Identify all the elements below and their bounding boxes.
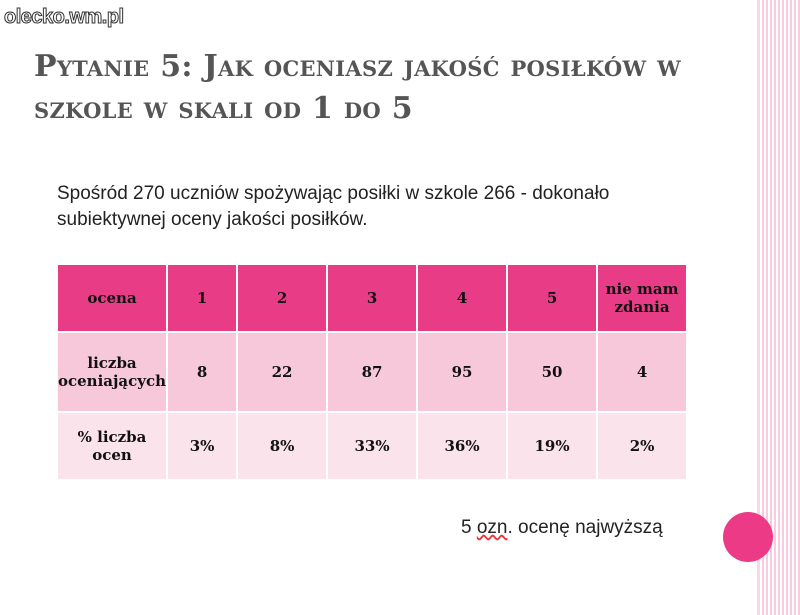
intro-text: Spośród 270 uczniów spożywając posiłki w szkole 266 - dokonało subiektywnej oceny jakości posiłków. (57, 183, 610, 230)
header-cell: 4 (418, 265, 506, 331)
decorative-circle (723, 512, 773, 562)
header-cell: 5 (508, 265, 596, 331)
header-cell: 1 (168, 265, 236, 331)
table-cell: 33% (328, 413, 416, 479)
header-cell: 3 (328, 265, 416, 331)
table-cell: 50 (508, 333, 596, 411)
note-suffix: . ocenę najwyższą (507, 517, 663, 538)
table-cell: 3% (168, 413, 236, 479)
table-cell: 2% (598, 413, 686, 479)
ratings-table (56, 263, 688, 481)
table-cell: 87 (328, 333, 416, 411)
row-label: liczba oceniających (58, 333, 166, 411)
table-header-row (58, 265, 686, 331)
table-cell: 95 (418, 333, 506, 411)
table-row (58, 413, 686, 479)
row-label: % liczba ocen (58, 413, 166, 479)
table-cell: 36% (418, 413, 506, 479)
table-cell: 8 (168, 333, 236, 411)
slide-title: Pytanie 5: Jak oceniasz jakość posiłków w szkole w skali od 1 do 5 (34, 49, 682, 126)
table-cell: 8% (238, 413, 326, 479)
header-cell: 2 (238, 265, 326, 331)
header-cell: ocena (58, 265, 166, 331)
table-row (58, 333, 686, 411)
header-cell: nie mam zdania (598, 265, 686, 331)
table-cell: 19% (508, 413, 596, 479)
scale-note (461, 517, 663, 539)
table-cell: 22 (238, 333, 326, 411)
watermark-logo: olecko.wm.pl (4, 6, 124, 28)
table-cell: 4 (598, 333, 686, 411)
note-abbreviation: ozn (476, 517, 508, 538)
note-prefix: 5 (461, 517, 477, 538)
